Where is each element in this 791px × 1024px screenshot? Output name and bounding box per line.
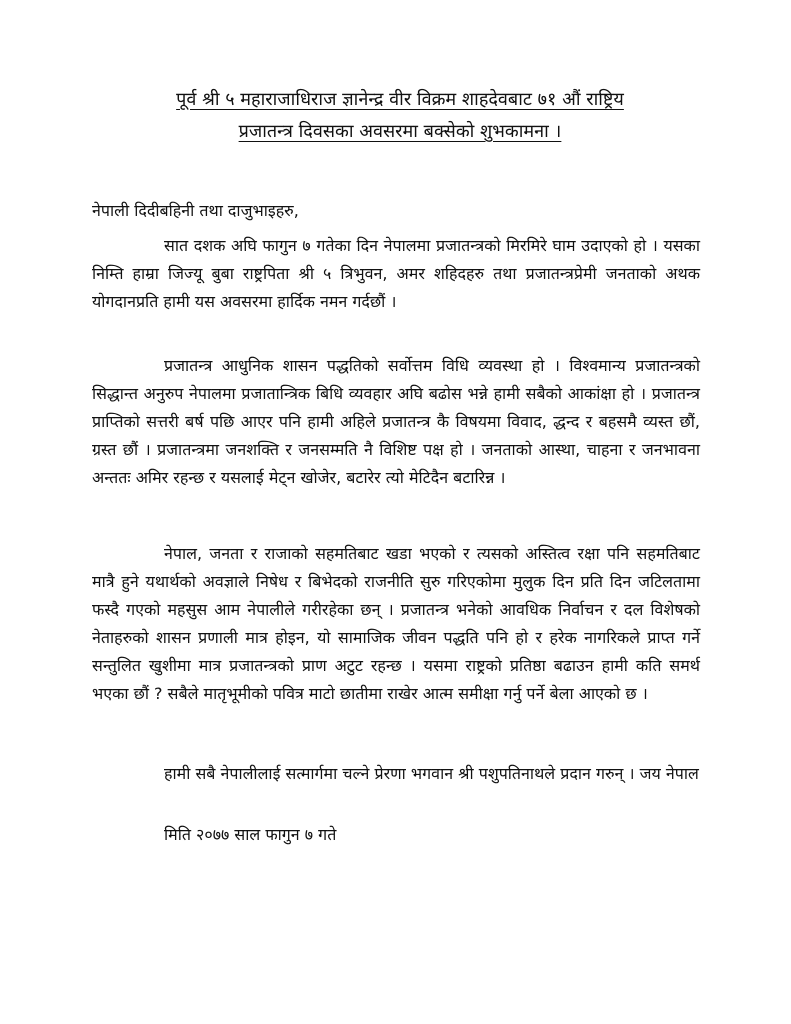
paragraph-2: प्रजातन्त्र आधुनिक शासन पद्धतिको सर्वोत्तम विधि व्यवस्था हो । विश्वमान्य प्रजातन्त्रको सिद्धान्त अनुरुप नेपालमा प्रजातान्त्रिक बिधि व्यवहार अघि बढोस भन्ने हामी सबैको आकांक्षा हो । प्रजातन्त्र प्राप्तिको सत्तरी बर्ष पछि आएर पनि हामी अहिले प्रजातन्त्र कै विषयमा विवाद, द्धन्द र बहसमै व्यस्त छौं, ग्रस्त छौं । प्रजातन्त्रमा जनशक्ति र जनसम्मति नै विशिष्ट पक्ष हो । जनताको आस्था, चाहना र जनभावना अन्ततः अमिर रहन्छ र यसलाई मेट्न खोजेर, बटारेर त्यो मेटिदैन बटारिन्न । (92, 356, 700, 487)
document-title-line-2: प्रजातन्त्र दिवसका अवसरमा बक्सेको शुभकामना । (238, 121, 562, 142)
document-date: मिति २०७७ साल फागुन ७ गते (164, 825, 337, 844)
paragraph-4: हामी सबै नेपालीलाई सत्मार्गमा चल्ने प्रेरणा भगवान श्री पशुपतिनाथले प्रदान गरुन् । जय नेपाल (164, 764, 699, 783)
paragraph-1: सात दशक अघि फागुन ७ गतेका दिन नेपालमा प्रजातन्त्रको मिरमिरे घाम उदाएको हो । यसका निम्ति हाम्रा जिज्यू बुबा राष्ट्रपिता श्री ५ त्रिभुवन, अमर शहिदहरु तथा प्रजातन्त्रप्रेमी जनताको अथक योगदानप्रति हामी यस अवसरमा हार्दिक नमन गर्दछौं । (92, 236, 700, 311)
paragraph-3: नेपाल, जनता र राजाको सहमतिबाट खडा भएको र त्यसको अस्तित्व रक्षा पनि सहमतिबाट मात्रै हुने यथार्थको अवज्ञाले निषेध र बिभेदको राजनीति सुरु गरिएकोमा मुलुक दिन प्रति दिन जटिलतामा फस्दै गएको महसुस आम नेपालीले गरीरहेका छन् । प्रजातन्त्र भनेको आवधिक निर्वाचन र दल विशेषको नेताहरुको शासन प्रणाली मात्र होइन, यो सामाजिक जीवन पद्धति पनि हो र हरेक नागरिकले प्राप्त गर्ने सन्तुलित खुशीमा मात्र प्रजातन्त्रको प्राण अटुट रहन्छ । यसमा राष्ट्रको प्रतिष्ठा बढाउन हामी कति समर्थ भएका छौं ? सबैले मातृभूमीको पवित्र माटो छातीमा राखेर आत्म समीक्षा गर्नु पर्ने बेला आएको छ । (92, 544, 700, 703)
document-title-line-1: पूर्व श्री ५ महाराजाधिराज ज्ञानेन्द्र वीर विक्रम शाहदेवबाट ७१ औं राष्ट्रिय (176, 89, 624, 110)
salutation: नेपाली दिदीबहिनी तथा दाजुभाइहरु, (92, 201, 299, 220)
